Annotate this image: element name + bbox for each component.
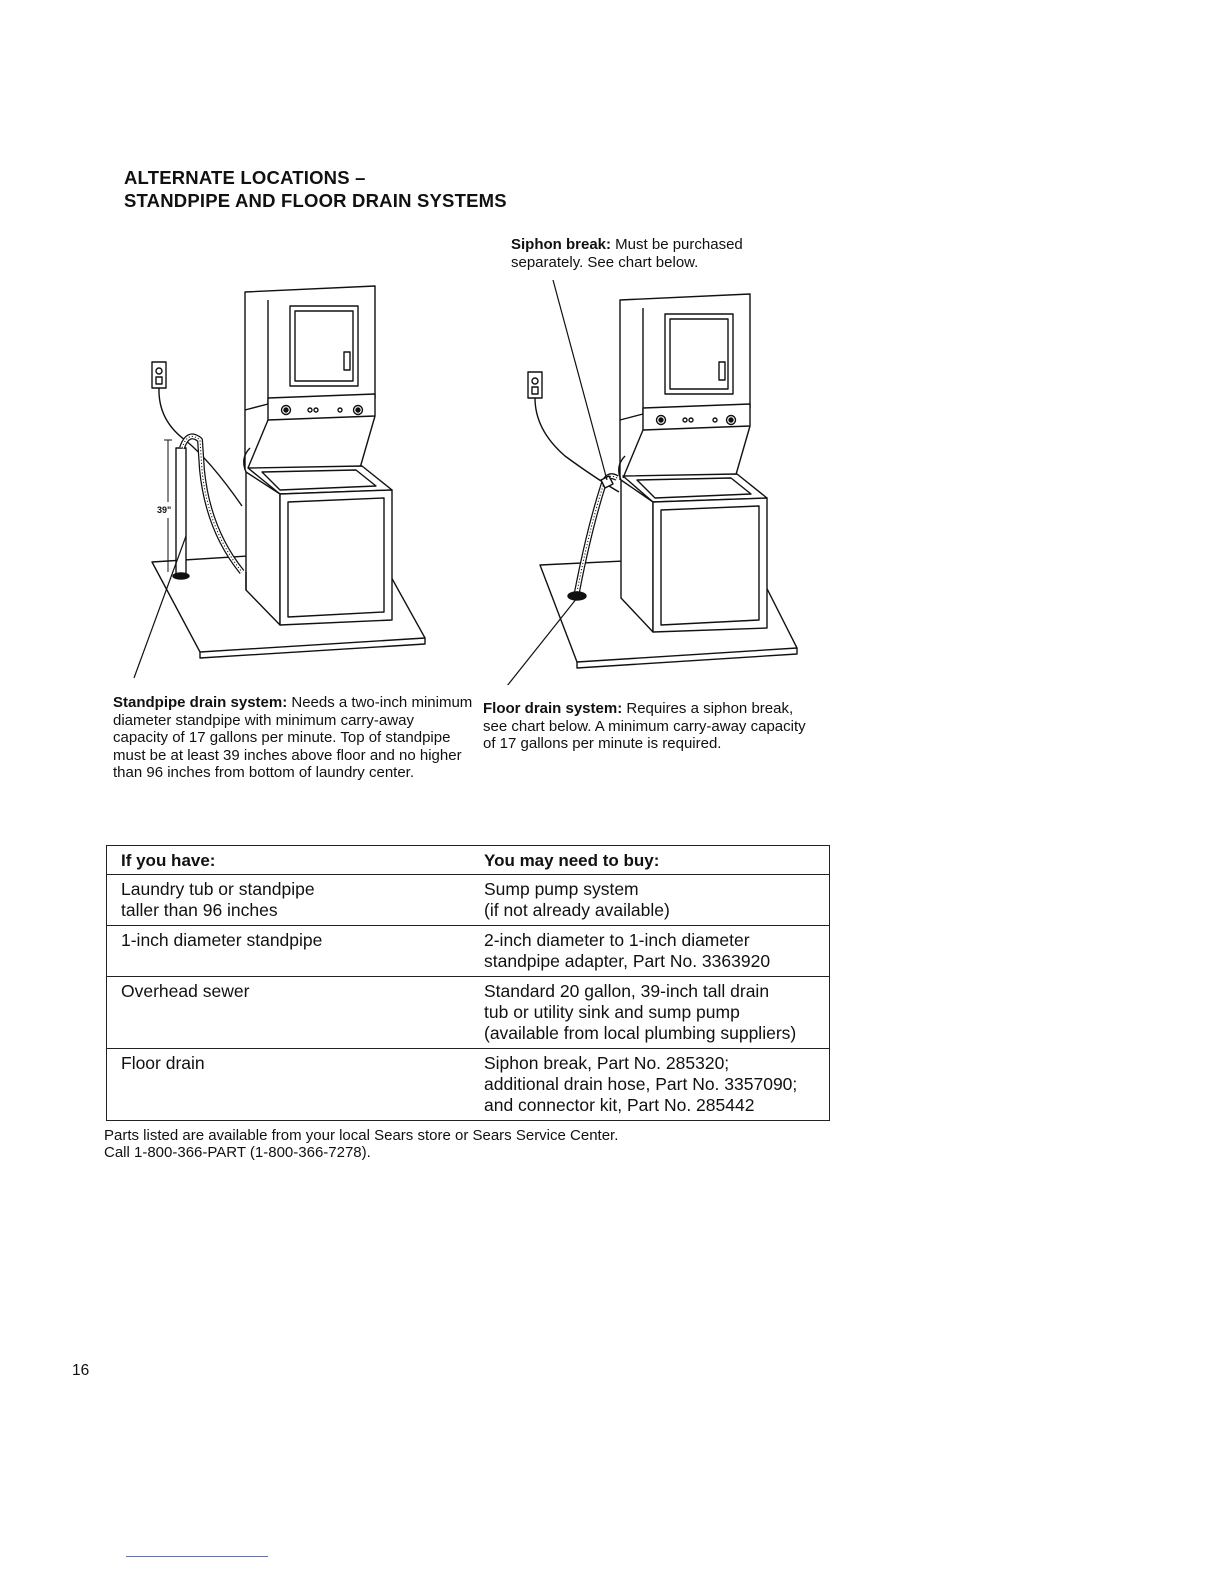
standpipe-caption [113,694,473,782]
standpipe-text: Needs a two-inch minimum diameter standpipe with minimum carry-away capacity of 17 gallons per minute. Top of standpipe must be at least 39 inches above floor and no higher than 96 inches from bottom of laundry center. [113,694,473,781]
floor-drain-illustration [505,280,815,685]
drain-hose [182,436,242,572]
parts-table [106,845,830,1121]
parts-footnote [104,1127,744,1161]
header-if-you-have: If you have: [107,846,471,875]
row-buy-cell: Sump pump system (if not already available) [470,875,830,926]
header-you-may-need: You may need to buy: [470,846,830,875]
row-buy-cell: Standard 20 gallon, 39-inch tall drain tub or utility sink and sump pump (available from local plumbing suppliers) [470,977,830,1049]
row-have-cell: 1-inch diameter standpipe [107,926,471,977]
standpipe [176,448,186,576]
footnote-line-1: Parts listed are available from your local Sears store or Sears Service Center. [104,1127,619,1144]
section-heading [124,166,507,212]
parts-table-container [106,845,830,1121]
footer-rule [126,1556,268,1557]
siphon-break-caption [511,236,801,271]
siphon-break-text: Must be purchased separately. See chart below. [511,236,743,271]
standpipe-label: Standpipe drain system: [113,694,288,711]
table-row [107,875,830,926]
row-have-cell: Floor drain [107,1049,471,1121]
height-dimension-label: 39" [157,505,172,515]
floor-drain-caption [483,700,813,753]
table-row [107,926,830,977]
leader-line-siphon [553,280,607,480]
row-buy-cell: 2-inch diameter to 1-inch diameter standpipe adapter, Part No. 3363920 [470,926,830,977]
row-have-cell: Laundry tub or standpipe taller than 96 inches [107,875,471,926]
standpipe-drain-illustration [130,280,440,685]
floor-drain-text: Requires a siphon break, see chart below. A minimum carry-away capacity of 17 gallons per minute is required. [483,700,806,752]
heading-line-1: ALTERNATE LOCATIONS – [124,167,366,188]
footnote-line-2: Call 1-800-366-PART (1-800-366-7278). [104,1144,371,1161]
row-buy-cell: Siphon break, Part No. 285320; additional drain hose, Part No. 3357090; and connector kit, Part No. 285442 [470,1049,830,1121]
control-panel [268,394,375,420]
table-header-row [107,846,830,875]
leader-line-floor-drain [507,598,577,685]
row-have-cell: Overhead sewer [107,977,471,1049]
floor-drain-label: Floor drain system: [483,700,623,717]
table-row [107,977,830,1049]
page-number: 16 [72,1362,90,1379]
siphon-break-label: Siphon break: [511,236,612,253]
heading-line-2: STANDPIPE AND FLOOR DRAIN SYSTEMS [124,190,507,211]
table-row [107,1049,830,1121]
